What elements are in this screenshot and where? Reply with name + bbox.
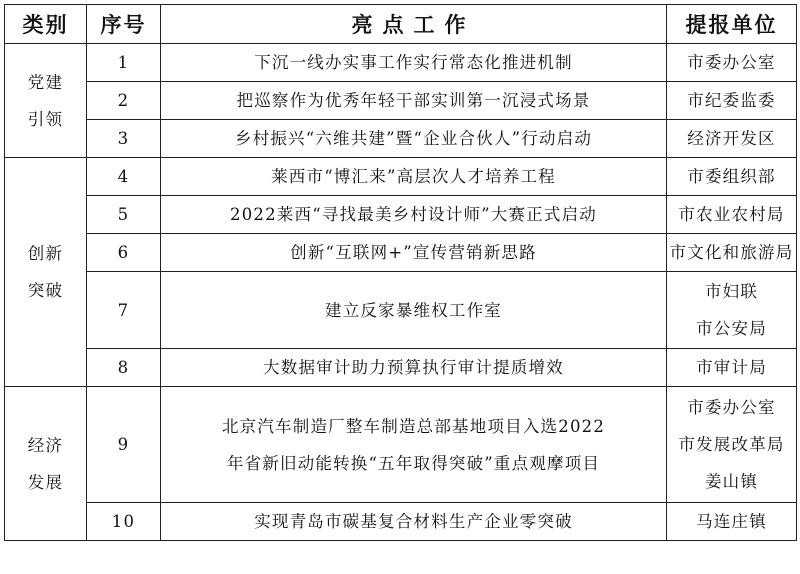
unit-cell [667,387,797,503]
unit-cell: 马连庄镇 [667,503,797,541]
unit-cell [667,272,797,349]
unit-cell: 市纪委监委 [667,82,797,120]
work-line: 年省新旧动能转换“五年取得突破”重点观摩项目 [226,453,601,473]
work-cell: 实现青岛市碳基复合材料生产企业零突破 [161,503,667,541]
table-row [5,503,797,541]
unit-cell: 市审计局 [667,349,797,387]
unit-line: 姜山镇 [704,472,759,491]
unit-line: 市公安局 [696,319,767,338]
category-line: 突破 [27,281,64,300]
table-row [5,387,797,503]
number-cell: 9 [87,387,161,503]
number-cell: 3 [87,120,161,158]
number-cell: 8 [87,349,161,387]
number-cell: 4 [87,158,161,196]
work-cell: 2022莱西“寻找最美乡村设计师”大赛正式启动 [161,196,667,234]
unit-cell: 市文化和旅游局 [667,234,797,272]
table-row [5,234,797,272]
unit-cell: 市农业农村局 [667,196,797,234]
table-row [5,349,797,387]
category-line: 引领 [27,109,64,129]
header-highlight: 亮点工作 [161,5,667,44]
unit-line: 市发展改革局 [678,435,785,454]
category-cell [5,387,87,541]
number-cell: 10 [87,503,161,541]
category-line: 党建 [27,72,64,92]
number-cell: 1 [87,44,161,82]
unit-line: 市委办公室 [687,398,776,417]
number-cell: 2 [87,82,161,120]
highlights-table [4,4,797,541]
work-cell [161,387,667,503]
header-category: 类别 [5,5,87,44]
work-cell: 大数据审计助力预算执行审计提质增效 [161,349,667,387]
work-cell: 创新“互联网+”宣传营销新思路 [161,234,667,272]
header-unit: 提报单位 [667,5,797,44]
table-row [5,196,797,234]
table-row [5,158,797,196]
category-line: 创新 [27,244,64,263]
header-row [5,5,797,44]
table-row [5,44,797,82]
number-cell: 7 [87,272,161,349]
unit-cell: 市委办公室 [667,44,797,82]
table-row [5,272,797,349]
table-row [5,120,797,158]
number-cell: 5 [87,196,161,234]
header-number: 序号 [87,5,161,44]
category-line: 经济 [27,435,64,455]
category-line: 发展 [27,472,64,492]
work-cell: 建立反家暴维权工作室 [161,272,667,349]
unit-line: 市妇联 [704,282,759,301]
unit-cell: 市委组织部 [667,158,797,196]
work-cell: 莱西市“博汇来”高层次人才培养工程 [161,158,667,196]
unit-cell: 经济开发区 [667,120,797,158]
work-cell: 乡村振兴“六维共建”暨“企业合伙人”行动启动 [161,120,667,158]
work-cell: 把巡察作为优秀年轻干部实训第一沉浸式场景 [161,82,667,120]
work-cell: 下沉一线办实事工作实行常态化推进机制 [161,44,667,82]
category-cell [5,44,87,158]
category-cell [5,158,87,387]
table-row [5,82,797,120]
number-cell: 6 [87,234,161,272]
work-line: 北京汽车制造厂整车制造总部基地项目入选2022 [221,416,606,436]
